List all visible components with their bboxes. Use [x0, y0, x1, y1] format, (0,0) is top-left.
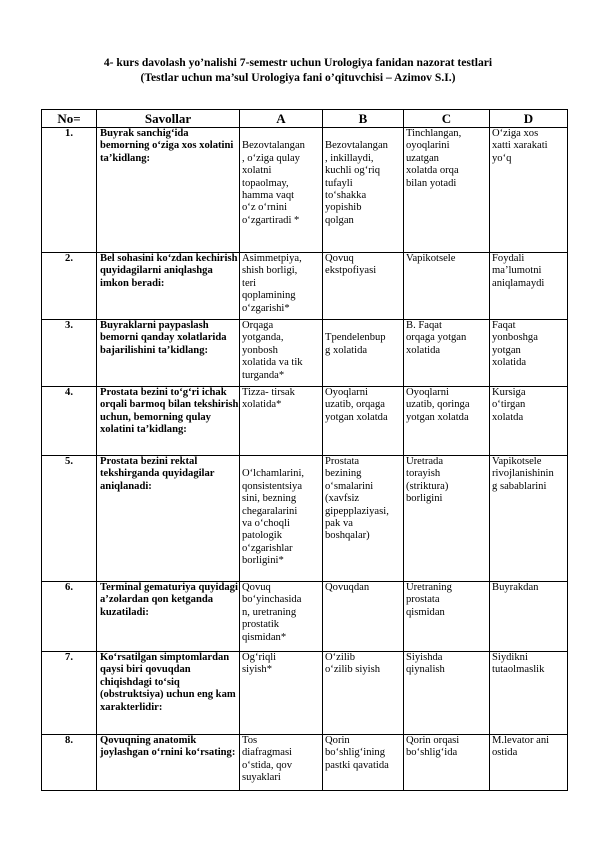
- question-number: 7.: [42, 652, 97, 735]
- answer-c: Uretrada torayish (striktura) borligini: [404, 456, 490, 582]
- column-header-a: A: [240, 110, 323, 128]
- question-number: 5.: [42, 456, 97, 582]
- test-table: [41, 109, 568, 791]
- question-number: 6.: [42, 582, 97, 652]
- answer-a: Og‘riqli siyish*: [240, 652, 323, 735]
- question-text: Buyrak sanchig‘ida bemorning o‘ziga xos xolatini ta’kidlang:: [97, 128, 240, 253]
- question-number: 2.: [42, 253, 97, 320]
- question-text: Ko‘rsatilgan simptomlardan qaysi biri qovuqdan chiqishdagi to‘siq (obstruktsiya) uchun eng kam xarakterlidir:: [97, 652, 240, 735]
- answer-b: Oyoqlarni uzatib, orqaga yotgan xolatda: [323, 387, 404, 456]
- answer-d: Kursiga o‘tirgan xolatda: [490, 387, 568, 456]
- answer-d: O‘ziga xos xatti xarakati yo‘q: [490, 128, 568, 253]
- question-number: 1.: [42, 128, 97, 253]
- answer-a: Tos diafragmasi o‘stida, qov suyaklari: [240, 735, 323, 791]
- column-header-d: D: [490, 110, 568, 128]
- answer-b: Qorin bo‘shlig‘ining pastki qavatida: [323, 735, 404, 791]
- answer-d: Faqat yonboshga yotgan xolatida: [490, 320, 568, 387]
- answer-a: Asimmetpiya, shish borligi, teri qoplamining o‘zgarishi*: [240, 253, 323, 320]
- answer-c: Qorin orqasi bo‘shlig‘ida: [404, 735, 490, 791]
- table-row: [42, 735, 568, 791]
- column-header-questions: Savollar: [97, 110, 240, 128]
- answer-a: Orqaga yotganda, yonbosh xolatida va tik turganda*: [240, 320, 323, 387]
- answer-a: Tizza- tirsak xolatida*: [240, 387, 323, 456]
- answer-d: Foydali ma’lumotni aniqlamaydi: [490, 253, 568, 320]
- answer-a: Qovuq bo‘yinchasida n, uretraning prostatik qismidan*: [240, 582, 323, 652]
- answer-c: Vapikotsele: [404, 253, 490, 320]
- answer-c: Siyishda qiynalish: [404, 652, 490, 735]
- question-number: 8.: [42, 735, 97, 791]
- answer-b: Prostata bezining o‘smalarini (xavfsiz gipepplaziyasi, pak va boshqalar): [323, 456, 404, 582]
- table-row: [42, 582, 568, 652]
- page-heading: [0, 55, 596, 85]
- answer-b: Qovuqdan: [323, 582, 404, 652]
- question-text: Buyraklarni paypaslash bemorni qanday xolatlarida bajarilishini ta’kidlang:: [97, 320, 240, 387]
- table-row: [42, 253, 568, 320]
- document-title: 4- kurs davolash yo’nalishi 7-semestr uchun Urologiya fanidan nazorat testlari: [103, 56, 493, 69]
- document-subtitle: (Testlar uchun ma’sul Urologiya fani o’qituvchisi – Azimov S.I.): [140, 71, 456, 84]
- answer-c: Uretraning prostata qismidan: [404, 582, 490, 652]
- column-header-b: B: [323, 110, 404, 128]
- answer-c: B. Faqat orqaga yotgan xolatida: [404, 320, 490, 387]
- table-header-row: [42, 110, 568, 128]
- answer-b: Tpendelenbup g xolatida: [323, 320, 404, 387]
- answer-c: Tinchlangan, oyoqlarini uzatgan xolatda orqa bilan yotadi: [404, 128, 490, 253]
- answer-c: Oyoqlarni uzatib, qoringa yotgan xolatda: [404, 387, 490, 456]
- answer-b: O‘zilib o‘zilib siyish: [323, 652, 404, 735]
- table-row: [42, 320, 568, 387]
- table-row: [42, 456, 568, 582]
- column-header-number: No=: [42, 110, 97, 128]
- question-text: Prostata bezini rektal tekshirganda quyidagilar aniqlanadi:: [97, 456, 240, 582]
- question-number: 3.: [42, 320, 97, 387]
- answer-d: Buyrakdan: [490, 582, 568, 652]
- answer-b: Qovuq ekstpofiyasi: [323, 253, 404, 320]
- table-row: [42, 652, 568, 735]
- answer-a: Bezovtalangan , o‘ziga qulay xolatni topaolmay, hamma vaqt o‘z o‘rnini o‘zgartiradi *: [240, 128, 323, 253]
- answer-d: M.levator ani ostida: [490, 735, 568, 791]
- column-header-c: C: [404, 110, 490, 128]
- question-text: Qovuqning anatomik joylashgan o‘rnini ko‘rsating:: [97, 735, 240, 791]
- answer-d: Siydikni tutaolmaslik: [490, 652, 568, 735]
- table-row: [42, 128, 568, 253]
- table-row: [42, 387, 568, 456]
- question-number: 4.: [42, 387, 97, 456]
- answer-a: O‘lchamlarini, qonsistentsiya sini, bezning chegaralarini va o‘choqli patologik o‘zgarishlar borligini*: [240, 456, 323, 582]
- answer-b: Bezovtalangan , inkillaydi, kuchli og‘riq tufayli to‘shakka yopishib qolgan: [323, 128, 404, 253]
- question-text: Terminal gematuriya quyidagi a’zolardan qon ketganda kuzatiladi:: [97, 582, 240, 652]
- answer-d: Vapikotsele rivojlanishinin g sabablarini: [490, 456, 568, 582]
- question-text: Bel sohasini ko‘zdan kechirish quyidagilarni aniqlashga imkon beradi:: [97, 253, 240, 320]
- question-text: Prostata bezini to‘g‘ri ichak orqali barmoq bilan tekshirish uchun, bemorning qulay xolatini ta’kidlang:: [97, 387, 240, 456]
